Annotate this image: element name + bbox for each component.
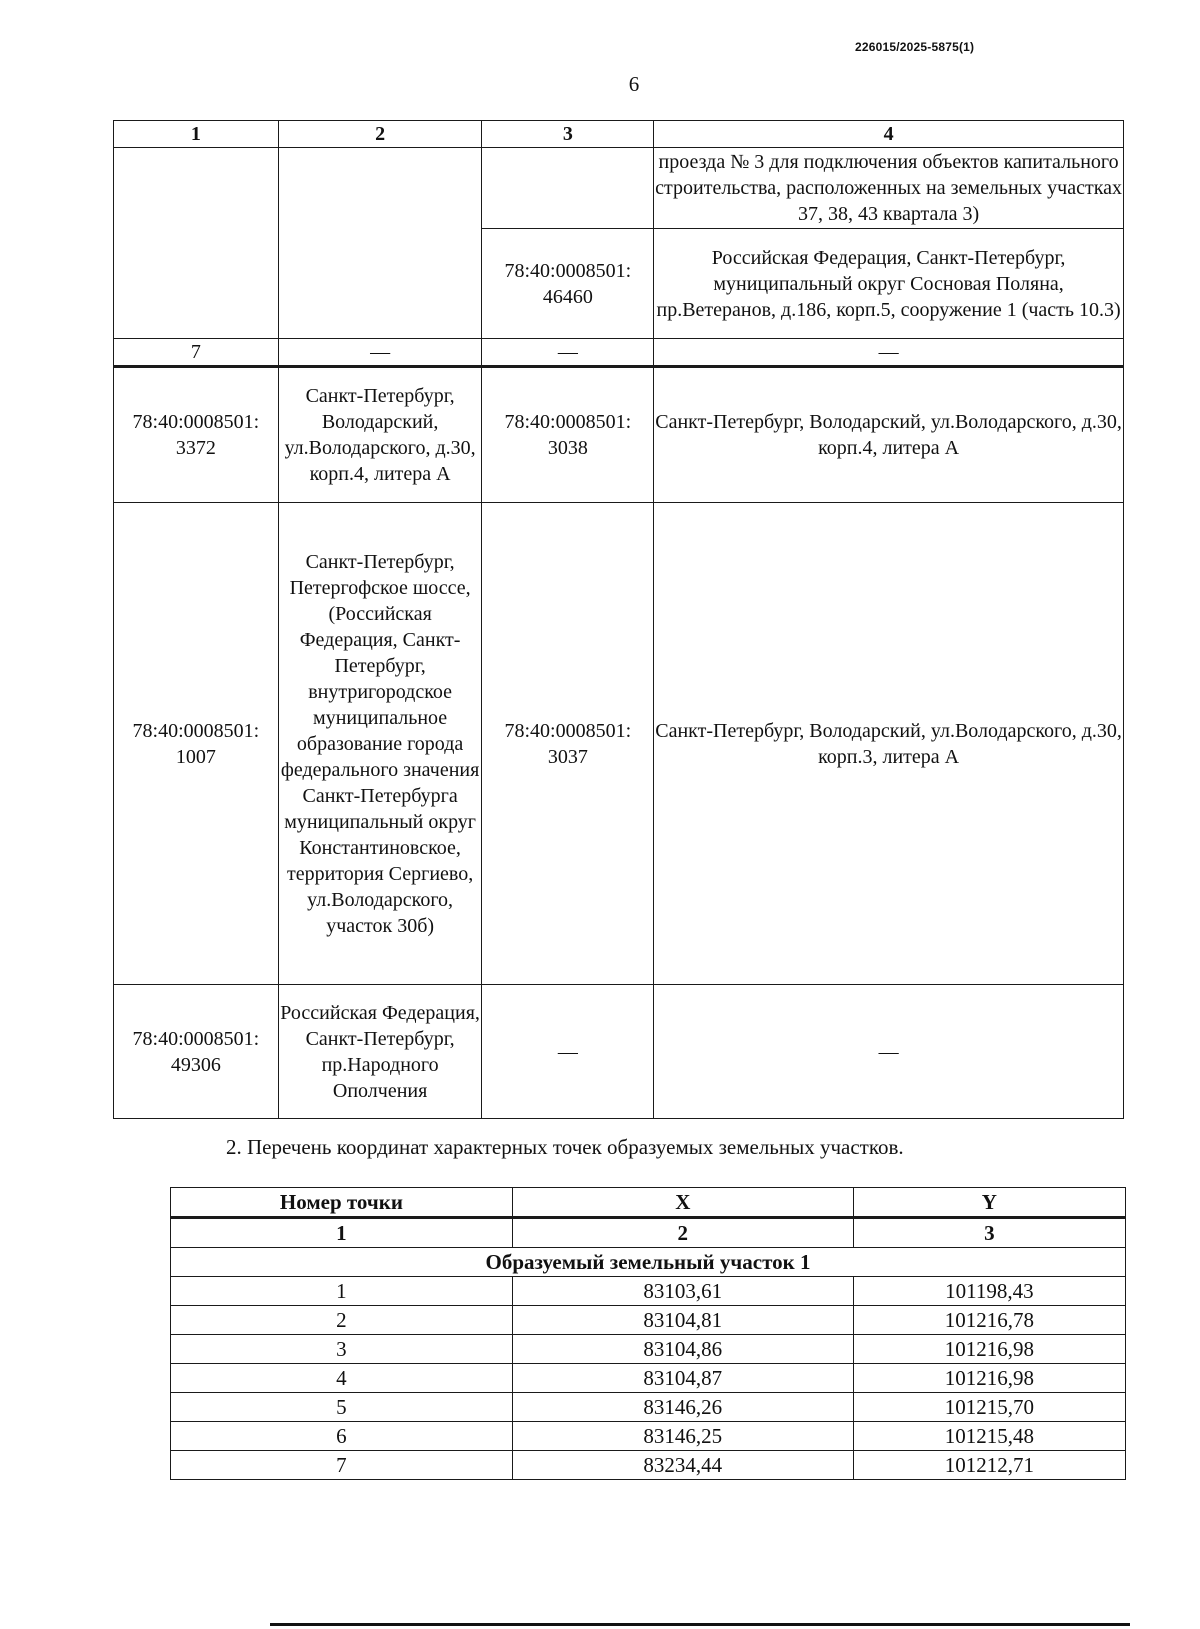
table-row [114,985,1124,1119]
table-row [171,1306,1126,1335]
parcels-table [113,120,1124,1119]
column-header: Номер точки [171,1188,513,1218]
table-cell [278,148,482,339]
column-number: 3 [853,1218,1125,1248]
x-coordinate: 83146,26 [512,1393,853,1422]
column-header: 4 [654,121,1124,148]
y-coordinate: 101216,98 [853,1335,1125,1364]
y-coordinate: 101216,78 [853,1306,1125,1335]
table-row [171,1335,1126,1364]
point-number: 7 [171,1451,513,1480]
table-cell: 7 [114,339,279,367]
point-number: 3 [171,1335,513,1364]
x-coordinate: 83104,86 [512,1335,853,1364]
y-coordinate: 101215,48 [853,1422,1125,1451]
table-cell: — [654,985,1124,1119]
table-cell: 78:40:0008501: 3372 [114,367,279,503]
x-coordinate: 83234,44 [512,1451,853,1480]
x-coordinate: 83146,25 [512,1422,853,1451]
y-coordinate: 101215,70 [853,1393,1125,1422]
table-cell: проезда № 3 для подключения объектов капитального строительства, расположенных на земельных участках 37, 38, 43 квартала 3) [654,148,1124,229]
table-cell: Российская Федерация, Санкт-Петербург, пр.Народного Ополчения [278,985,482,1119]
table-cell [114,148,279,339]
point-number: 5 [171,1393,513,1422]
page-number: 6 [628,72,640,96]
table-row [171,1364,1126,1393]
section-heading: 2. Перечень координат характерных точек образуемых земельных участков. [226,1135,904,1159]
x-coordinate: 83104,87 [512,1364,853,1393]
x-coordinate: 83103,61 [512,1277,853,1306]
column-number: 1 [171,1218,513,1248]
table-cell: 78:40:0008501: 46460 [482,229,654,339]
column-number-row [171,1218,1126,1248]
x-coordinate: 83104,81 [512,1306,853,1335]
table-cell: — [278,339,482,367]
page-bottom-rule [270,1623,1130,1626]
table-cell: — [482,985,654,1119]
table-cell: Санкт-Петербург, Петергофское шоссе, (Российская Федерация, Санкт-Петербург, внутригородское муниципальное образование города федерального значения Санкт-Петербурга муниципальный округ Константиновское, территория Сергиево, ул.Володарского, участок 30б) [278,503,482,985]
table-header-row [114,121,1124,148]
table-cell: Российская Федерация, Санкт-Петербург, муниципальный округ Сосновая Поляна, пр.Ветеранов, д.186, корп.5, сооружение 1 (часть 10.3) [654,229,1124,339]
table-cell: Санкт-Петербург, Володарский, ул.Володарского, д.30, корп.3, литера А [654,503,1124,985]
table-row [171,1393,1126,1422]
point-number: 2 [171,1306,513,1335]
y-coordinate: 101212,71 [853,1451,1125,1480]
table-row [171,1451,1126,1480]
table-cell: — [482,339,654,367]
point-number: 6 [171,1422,513,1451]
table-cell: — [654,339,1124,367]
document-id: 226015/2025-5875(1) [855,40,975,54]
table-cell [482,148,654,229]
column-header: X [512,1188,853,1218]
column-number: 2 [512,1218,853,1248]
table-cell: 78:40:0008501: 3038 [482,367,654,503]
column-header: 1 [114,121,279,148]
table-row [114,339,1124,367]
table-row [171,1277,1126,1306]
table-header-row [171,1188,1126,1218]
point-number: 1 [171,1277,513,1306]
column-header: 2 [278,121,482,148]
table-cell: 78:40:0008501: 49306 [114,985,279,1119]
table-cell: Санкт-Петербург, Володарский, ул.Володарского, д.30, корп.4, литера А [278,367,482,503]
coordinates-table [170,1187,1126,1480]
column-header: Y [853,1188,1125,1218]
table-cell: Санкт-Петербург, Володарский, ул.Володарского, д.30, корп.4, литера А [654,367,1124,503]
table-row [114,148,1124,229]
table-cell: 78:40:0008501: 1007 [114,503,279,985]
table-row [114,503,1124,985]
y-coordinate: 101198,43 [853,1277,1125,1306]
column-header: 3 [482,121,654,148]
y-coordinate: 101216,98 [853,1364,1125,1393]
section-title: Образуемый земельный участок 1 [171,1248,1126,1277]
table-row [171,1422,1126,1451]
section-row [171,1248,1126,1277]
point-number: 4 [171,1364,513,1393]
table-cell: 78:40:0008501: 3037 [482,503,654,985]
table-row [114,367,1124,503]
